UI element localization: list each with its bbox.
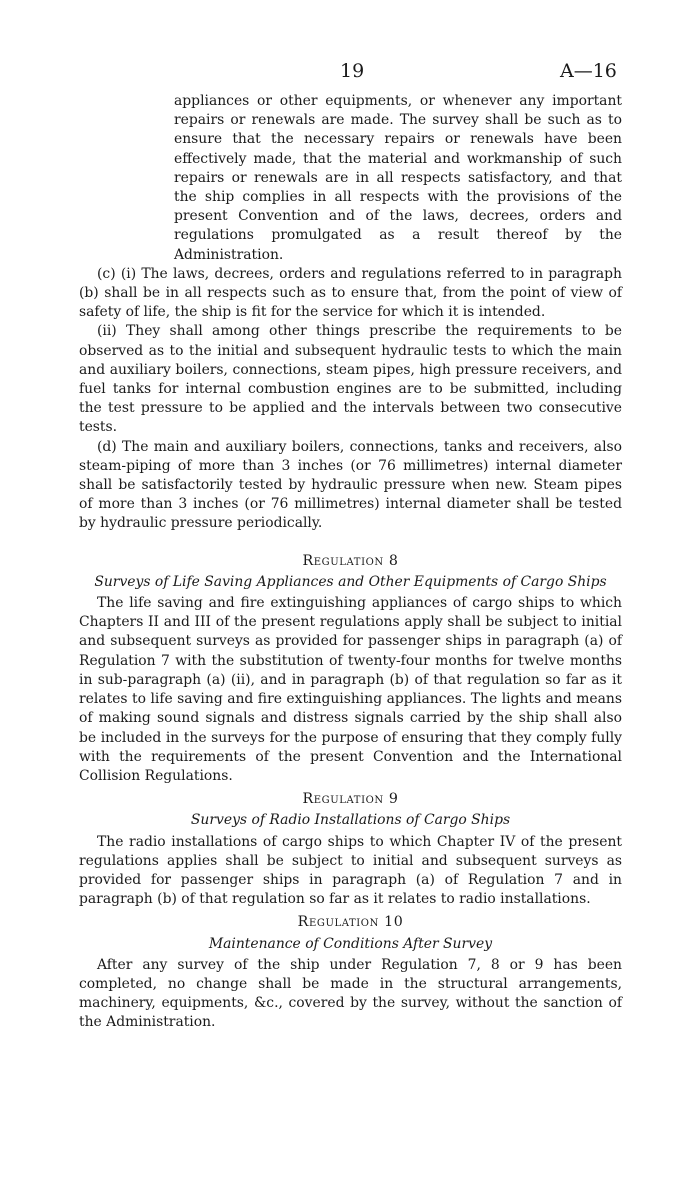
regulation-9-title: Surveys of Radio Installations of Cargo Ships: [190, 812, 511, 829]
regulation-10-heading: Regulation 10: [297, 914, 404, 931]
paragraph-d: (d) The main and auxiliary boilers, connections, tanks and receivers, also steam-piping of more than 3 inches (or 76 millimetres) internal diameter shall be satisfactorily tested by hydraulic pressure when new. Steam pipes of more than 3 inches (or 76 millimetres) internal diameter shall be tested by hydraulic pressure periodically.: [79, 438, 622, 532]
regulation-8-heading: Regulation 8: [302, 552, 399, 569]
regulation-8-text: The life saving and fire extinguishing appliances of cargo ships to which Chapters II and III of the present regulations apply shall be subject to initial and subsequent surveys as provided for passenger ships in paragraph (a) of Regulation 7 with the substitution of twenty-four months for twelve months in sub-paragraph (a) (ii), and in paragraph (b) of that regulation so far as it relates to life saving and fire extinguishing appliances. The lights and means of making sound signals and distress signals carried by the ship shall also be included in the surveys for the purpose of ensuring that they comply fully with the requirements of the present Convention and the International Collision Regulations.: [79, 595, 622, 784]
paragraph-c-ii: (ii) They shall among other things prescribe the requirements to be observed as to the initial and subsequent hydraulic tests to which the main and auxiliary boilers, connections, steam pipes, high pressure receivers, and fuel tanks for internal combustion engines are to be submitted, including the test pressure to be applied and the intervals between two consecutive tests.: [79, 323, 622, 436]
regulation-9-text: The radio installations of cargo ships to which Chapter IV of the present regulations applies shall be subject to initial and subsequent surveys as provided for passenger ships in paragraph (a) of Regulation 7 and in paragraph (b) of that regulation so far as it relates to radio installations.: [79, 833, 622, 908]
page-number: 19: [340, 60, 365, 82]
page-header: [0, 60, 700, 84]
regulation-10-text: After any survey of the ship under Regulation 7, 8 or 9 has been completed, no change shall be made in the structural arrangements, machinery, equipments, &c., covered by the survey, without the sanction of the Administration.: [79, 956, 622, 1031]
document-number: A—16: [560, 60, 617, 82]
page-body: [79, 92, 622, 1033]
regulation-8-title: Surveys of Life Saving Appliances and Other Equipments of Cargo Ships: [94, 573, 607, 590]
regulation-9-heading: Regulation 9: [302, 791, 399, 808]
paragraph-continued: appliances or other equipments, or whenever any important repairs or renewals are made. The survey shall be such as to ensure that the necessary repairs or renewals have been effectively made, that the material and workmanship of such repairs or renewals are in all respects satisfactory, and that the ship complies in all respects with the provisions of the present Convention and of the laws, decrees, orders and regulations promulgated as a result thereof by the Administration.: [174, 93, 622, 263]
regulation-10-title: Maintenance of Conditions After Survey: [208, 935, 493, 952]
paragraph-c-i: (c) (i) The laws, decrees, orders and regulations referred to in paragraph (b) shall be in all respects such as to ensure that, from the point of view of safety of life, the ship is fit for the service for which it is intended.: [79, 265, 622, 321]
